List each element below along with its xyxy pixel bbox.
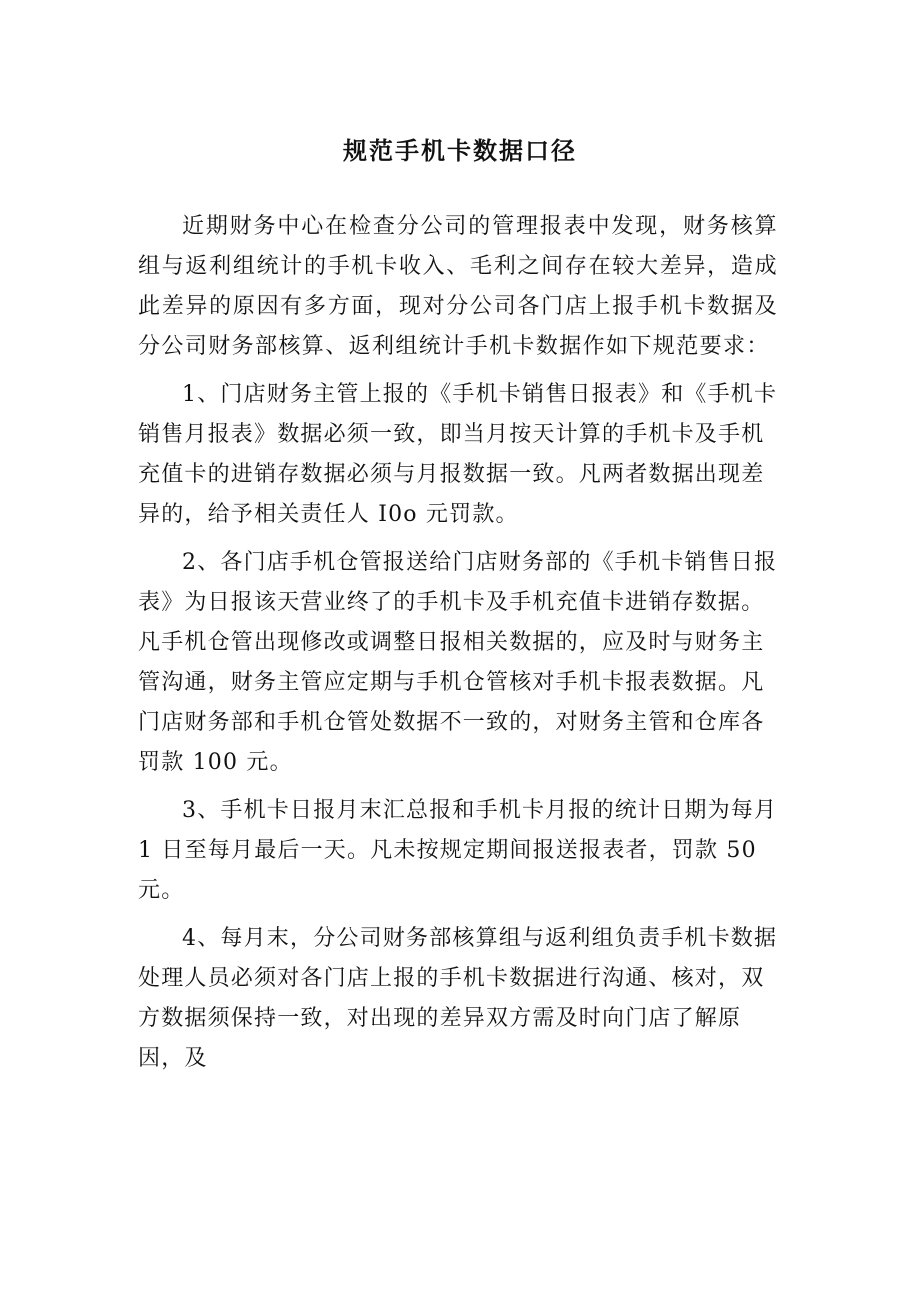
document-body (138, 207, 778, 1087)
rule-2-paragraph: 2、各门店手机仓管报送给门店财务部的《手机卡销售日报表》为日报该天营业终了的手机卡及手机充值卡进销存数据。凡手机仓管出现修改或调整日报相关数据的，应及时与财务主管沟通，财务主管应定期与手机仓管核对手机卡报表数据。凡门店财务部和手机仓管处数据不一致的，对财务主管和仓库各罚款 100 元。 (138, 550, 778, 775)
rule-3-paragraph: 3、手机卡日报月末汇总报和手机卡月报的统计日期为每月 1 日至每月最后一天。凡未按规定期间报送报表者，罚款 50 元。 (138, 798, 778, 903)
document-title: 规范手机卡数据口径 (343, 137, 577, 165)
rule-4-paragraph: 4、每月末，分公司财务部核算组与返利组负责手机卡数据处理人员必须对各门店上报的手机卡数据进行沟通、核对，双方数据须保持一致，对出现的差异双方需及时向门店了解原因，及 (138, 926, 778, 1071)
rule-1-paragraph: 1、门店财务主管上报的《手机卡销售日报表》和《手机卡销售月报表》数据必须一致，即当月按天计算的手机卡及手机充值卡的进销存数据必须与月报数据一致。凡两者数据出现差异的，给予相关责任人 I0o 元罚款。 (138, 382, 778, 527)
intro-paragraph: 近期财务中心在检查分公司的管理报表中发现，财务核算组与返利组统计的手机卡收入、毛利之间存在较大差异，造成此差异的原因有多方面，现对分公司各门店上报手机卡数据及分公司财务部核算、返利组统计手机卡数据作如下规范要求： (138, 214, 778, 359)
